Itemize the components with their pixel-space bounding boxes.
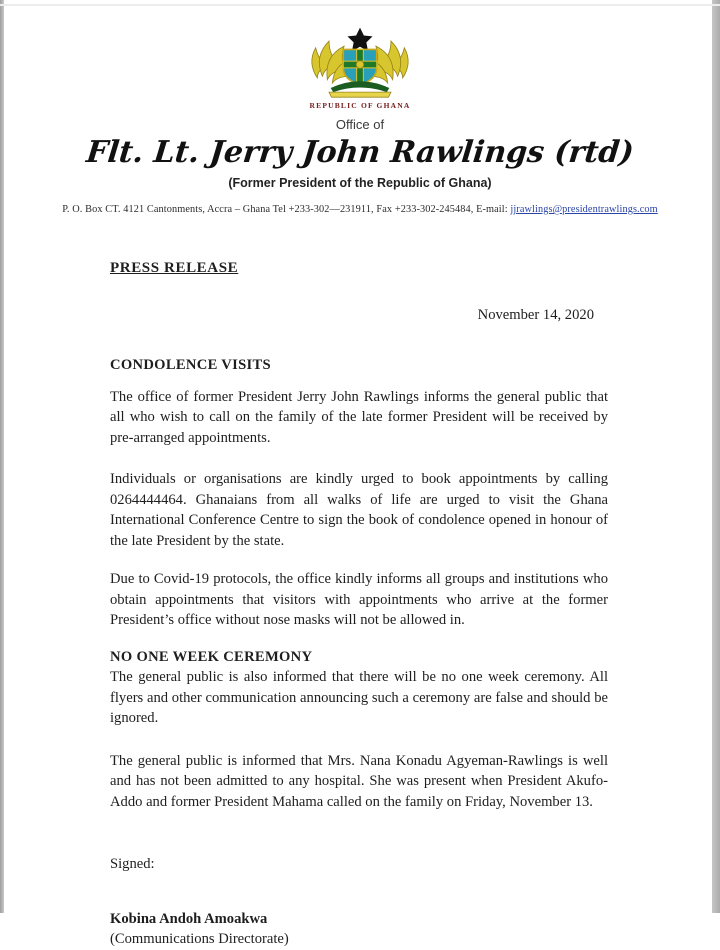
email-link[interactable]: jjrawlings@presidentrawlings.com (510, 204, 658, 215)
signed-label: Signed: (110, 856, 155, 872)
scan-edge-top (0, 4, 720, 6)
coat-of-arms-icon (304, 26, 416, 98)
paragraph-condolence-2: Individuals or organisations are kindly urged to book appointments by calling 0264444464. Ghanaians from all walks of life are urged to visit the Ghana International Conference Centre to sign the book of condolence opened in honour of the late President by the state. (110, 471, 608, 549)
paragraph-condolence-3: Due to Covid-19 protocols, the office kindly informs all groups and institutions who obtain appointments that visitors with appointments who arrive at the former President’s office without nose masks will not be allowed in. (110, 571, 608, 628)
republic-of-ghana-label: REPUBLIC OF GHANA (309, 101, 411, 110)
ghana-coat-of-arms (0, 26, 720, 111)
document-body (110, 258, 608, 950)
press-release-heading: PRESS RELEASE (110, 260, 239, 276)
office-title: Flt. Lt. Jerry John Rawlings (rtd) (84, 135, 636, 170)
office-subtitle: (Former President of the Republic of Ghana) (228, 176, 492, 190)
section-heading-no-one-week-ceremony: NO ONE WEEK CEREMONY (110, 648, 313, 665)
letterhead (0, 0, 720, 216)
signatory-name: Kobina Andoh Amoakwa (110, 910, 268, 927)
contact-address-line (0, 203, 720, 216)
paragraph-condolence-1: The office of former President Jerry John Rawlings informs the general public that all who wish to call on the family of the late former President will be received by pre-arranged appointments. (110, 388, 608, 446)
paragraph-ceremony-1: The general public is also informed that there will be no one week ceremony. All flyers and other communication announcing such a ceremony are false and should be ignored. (110, 669, 608, 726)
paragraph-ceremony-2: The general public is informed that Mrs. Nana Konadu Agyeman-Rawlings is well and has not been admitted to any hospital. She was present when President Akufo-Addo and former President Mahama called on the family on Friday, November 13. (110, 752, 608, 810)
office-of-label: Office of (335, 117, 385, 132)
signatory-title: (Communications Directorate) (110, 931, 289, 947)
document-date: November 14, 2020 (477, 306, 594, 323)
section-heading-condolence-visits: CONDOLENCE VISITS (110, 357, 271, 373)
address-text: P. O. Box CT. 4121 Cantonments, Accra – Ghana Tel +233-302—231911, Fax +233-302-245484, E-mail: (62, 204, 508, 215)
